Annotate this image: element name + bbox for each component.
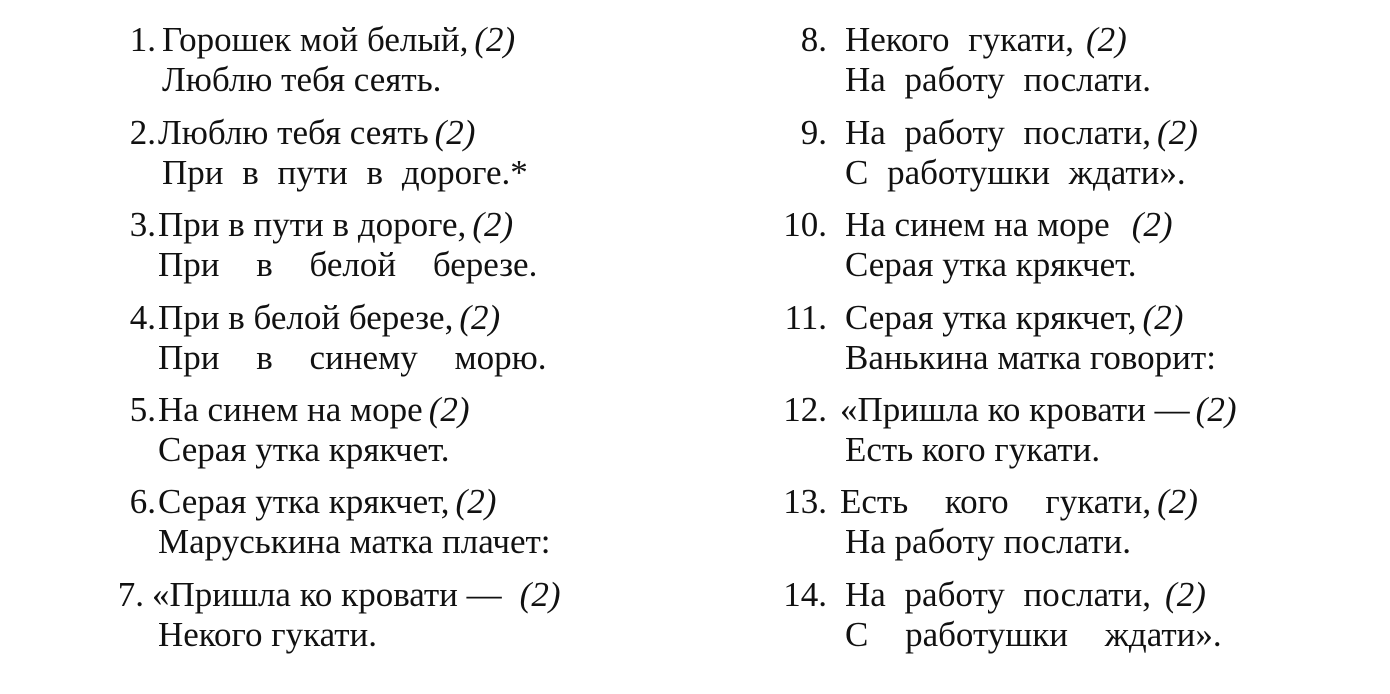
stanza-number: 14.: [783, 575, 827, 614]
repeat-mark: (2): [1131, 205, 1173, 244]
repeat-mark: (2): [519, 575, 561, 614]
stanza-line-2: На работу послати.: [845, 60, 1152, 99]
stanza-line-2: С работушки ждати».: [845, 153, 1186, 192]
verse-text: Некого гукати,: [845, 20, 1075, 59]
repeat-mark: (2): [1142, 298, 1184, 337]
verse-text: На работу послати,: [845, 113, 1152, 152]
stanza-line-2: Ванькина матка говорит:: [845, 338, 1216, 377]
stanza-number: 4.: [129, 298, 156, 337]
stanza-line-1: [158, 205, 513, 245]
verse-text: «Пришла ко кровати —: [152, 575, 502, 614]
stanza-line-1: [845, 575, 1206, 615]
stanza-line-1: [152, 575, 560, 615]
stanza-number: 6.: [129, 482, 156, 521]
stanza-number: 10.: [783, 205, 827, 244]
stanza-line-2: Некого гукати.: [158, 615, 378, 654]
repeat-mark: (2): [428, 390, 470, 429]
verse-text: «Пришла ко кровати —: [840, 390, 1190, 429]
stanza-line-2: При в синему морю.: [158, 338, 547, 377]
verse-text: При в пути в дороге,: [158, 205, 467, 244]
stanza-number: 7.: [117, 575, 144, 614]
verse-text: Есть кого гукати,: [840, 482, 1152, 521]
repeat-mark: (2): [459, 298, 501, 337]
verse-text: При в белой березе,: [158, 298, 454, 337]
stanza-line-1: [845, 298, 1183, 338]
verse-text: Горошек мой белый,: [162, 20, 469, 59]
stanza-number: 3.: [129, 205, 156, 244]
repeat-mark: (2): [1086, 20, 1127, 59]
stanza-number: 5.: [129, 390, 156, 429]
repeat-mark: (2): [472, 205, 514, 244]
stanza-number: 13.: [783, 482, 827, 521]
stanza-number: 12.: [783, 390, 827, 429]
repeat-mark: (2): [1195, 390, 1237, 429]
stanza-line-2: При в пути в дороге.*: [162, 153, 528, 192]
verse-text: Серая утка крякчет,: [158, 482, 450, 521]
verse-text: На синем на море: [158, 390, 423, 429]
verse-text: На синем на море: [845, 205, 1110, 244]
stanza-number: 8.: [800, 20, 827, 59]
verse-text: Серая утка крякчет,: [845, 298, 1137, 337]
repeat-mark: (2): [434, 113, 476, 152]
stanza-line-1: [158, 113, 475, 153]
stanza-line-1: [158, 482, 496, 522]
stanza-line-1: [158, 298, 500, 338]
stanza-line-1: [840, 390, 1236, 430]
repeat-mark: (2): [1157, 113, 1198, 152]
stanza-line-2: Люблю тебя сеять.: [162, 60, 442, 99]
verse-text: Люблю тебя сеять: [158, 113, 429, 152]
stanza-number: 1.: [129, 20, 156, 59]
stanza-line-1: [840, 482, 1198, 522]
stanza-line-2: Серая утка крякчет.: [845, 245, 1137, 284]
stanza-line-2: При в белой березе.: [158, 245, 538, 284]
stanza-line-1: [162, 20, 515, 60]
stanza-line-1: [845, 205, 1173, 245]
stanza-line-1: [158, 390, 470, 430]
stanza-number: 11.: [784, 298, 827, 337]
repeat-mark: (2): [455, 482, 497, 521]
stanza-line-2: На работу послати.: [845, 522, 1132, 561]
repeat-mark: (2): [1165, 575, 1206, 614]
stanza-line-1: [845, 113, 1198, 153]
repeat-mark: (2): [1157, 482, 1198, 521]
stanza-number: 2.: [129, 113, 156, 152]
stanza-line-2: Есть кого гукати.: [845, 430, 1101, 469]
stanza-line-2: Серая утка крякчет.: [158, 430, 450, 469]
verse-text: На работу послати,: [845, 575, 1152, 614]
stanza-line-1: [845, 20, 1127, 60]
repeat-mark: (2): [474, 20, 516, 59]
stanza-line-2: С работушки ждати».: [845, 615, 1222, 654]
stanza-number: 9.: [800, 113, 827, 152]
stanza-line-2: Маруськина матка плачет:: [158, 522, 551, 561]
